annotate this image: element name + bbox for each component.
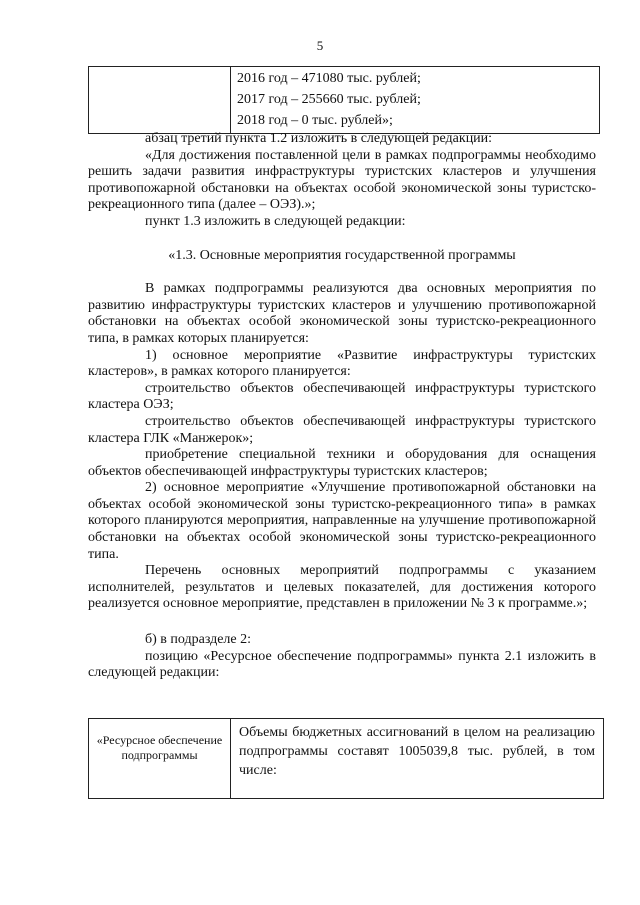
funding-line-2018: 2018 год – 0 тыс. рублей»; (237, 113, 393, 128)
paragraph-list-of-activities: Перечень основных мероприятий подпрограммы с указанием исполнителей, результатов и целевых показателей, для достижения которого реализуется основное мероприятие, представлен в приложении № 3 к программе.»; (88, 563, 596, 612)
table-row (89, 67, 600, 134)
paragraph-goal-quote: «Для достижения поставленной цели в рамках подпрограммы необходимо решить задачи развития инфраструктуры туристских кластеров и улучшения противопожарной обстановки на объектах особой экономической зоны туристско-рекреационного типа (далее – ОЭЗ).»; (88, 147, 596, 213)
page-number: 5 (316, 38, 324, 53)
document-body (88, 131, 596, 682)
paragraph-subsection-2: б) в подразделе 2: (145, 632, 252, 648)
resource-text-cell: Объемы бюджетных ассигнований в целом на реализацию подпрограммы составят 1005039,8 тыс. рублей, в том числе: (231, 719, 604, 799)
table-row (89, 719, 604, 799)
paragraph-amend-1-2: абзац третий пункта 1.2 изложить в следующей редакции: (145, 131, 493, 146)
paragraph-activity-1: 1) основное мероприятие «Развитие инфраструктуры туристских кластеров», в рамках которого планируется: (88, 347, 596, 380)
paragraph-construction-oez: строительство объектов обеспечивающей инфраструктуры туристского кластера ОЭЗ; (88, 380, 596, 413)
paragraph-amend-1-3: пункт 1.3 изложить в следующей редакции: (145, 213, 406, 229)
resource-provision-table (88, 718, 604, 799)
paragraph-activity-2: 2) основное мероприятие «Улучшение противопожарной обстановки на объектах особой экономической зоны туристско-рекреационного типа» в рамках которого планируются мероприятия, направленные на улучшение противопожарной обстановки на объектах особой экономической зоны туристско-рекреационного типа. (88, 480, 596, 562)
paragraph-resource-position: позицию «Ресурсное обеспечение подпрограммы» пункта 2.1 изложить в следующей редакции: (88, 648, 596, 681)
section-heading-1-3: «1.3. Основные мероприятия государственной программы (168, 247, 516, 263)
paragraph-equipment: приобретение специальной техники и оборудования для оснащения объектов обеспечивающей инфраструктуры туристских кластеров; (88, 447, 596, 479)
table-label-cell-empty (89, 67, 231, 134)
funding-line-2017: 2017 год – 255660 тыс. рублей; (237, 92, 421, 107)
funding-line-2016: 2016 год – 471080 тыс. рублей; (237, 71, 421, 86)
table-value-cell (231, 67, 600, 134)
paragraph-main-activities: В рамках подпрограммы реализуются два основных мероприятия по развитию инфраструктуры туристских кластеров и улучшению противопожарной обстановки на объектах особой экономической зоны туристско-рекреационного типа, в рамках которых планируется: (88, 281, 596, 346)
resource-label-cell: «Ресурсное обеспечение подпрограммы (89, 719, 231, 799)
paragraph-construction-glk: строительство объектов обеспечивающей инфраструктуры туристского кластера ГЛК «Манжерок»; (88, 413, 596, 446)
funding-years-table (88, 66, 600, 134)
